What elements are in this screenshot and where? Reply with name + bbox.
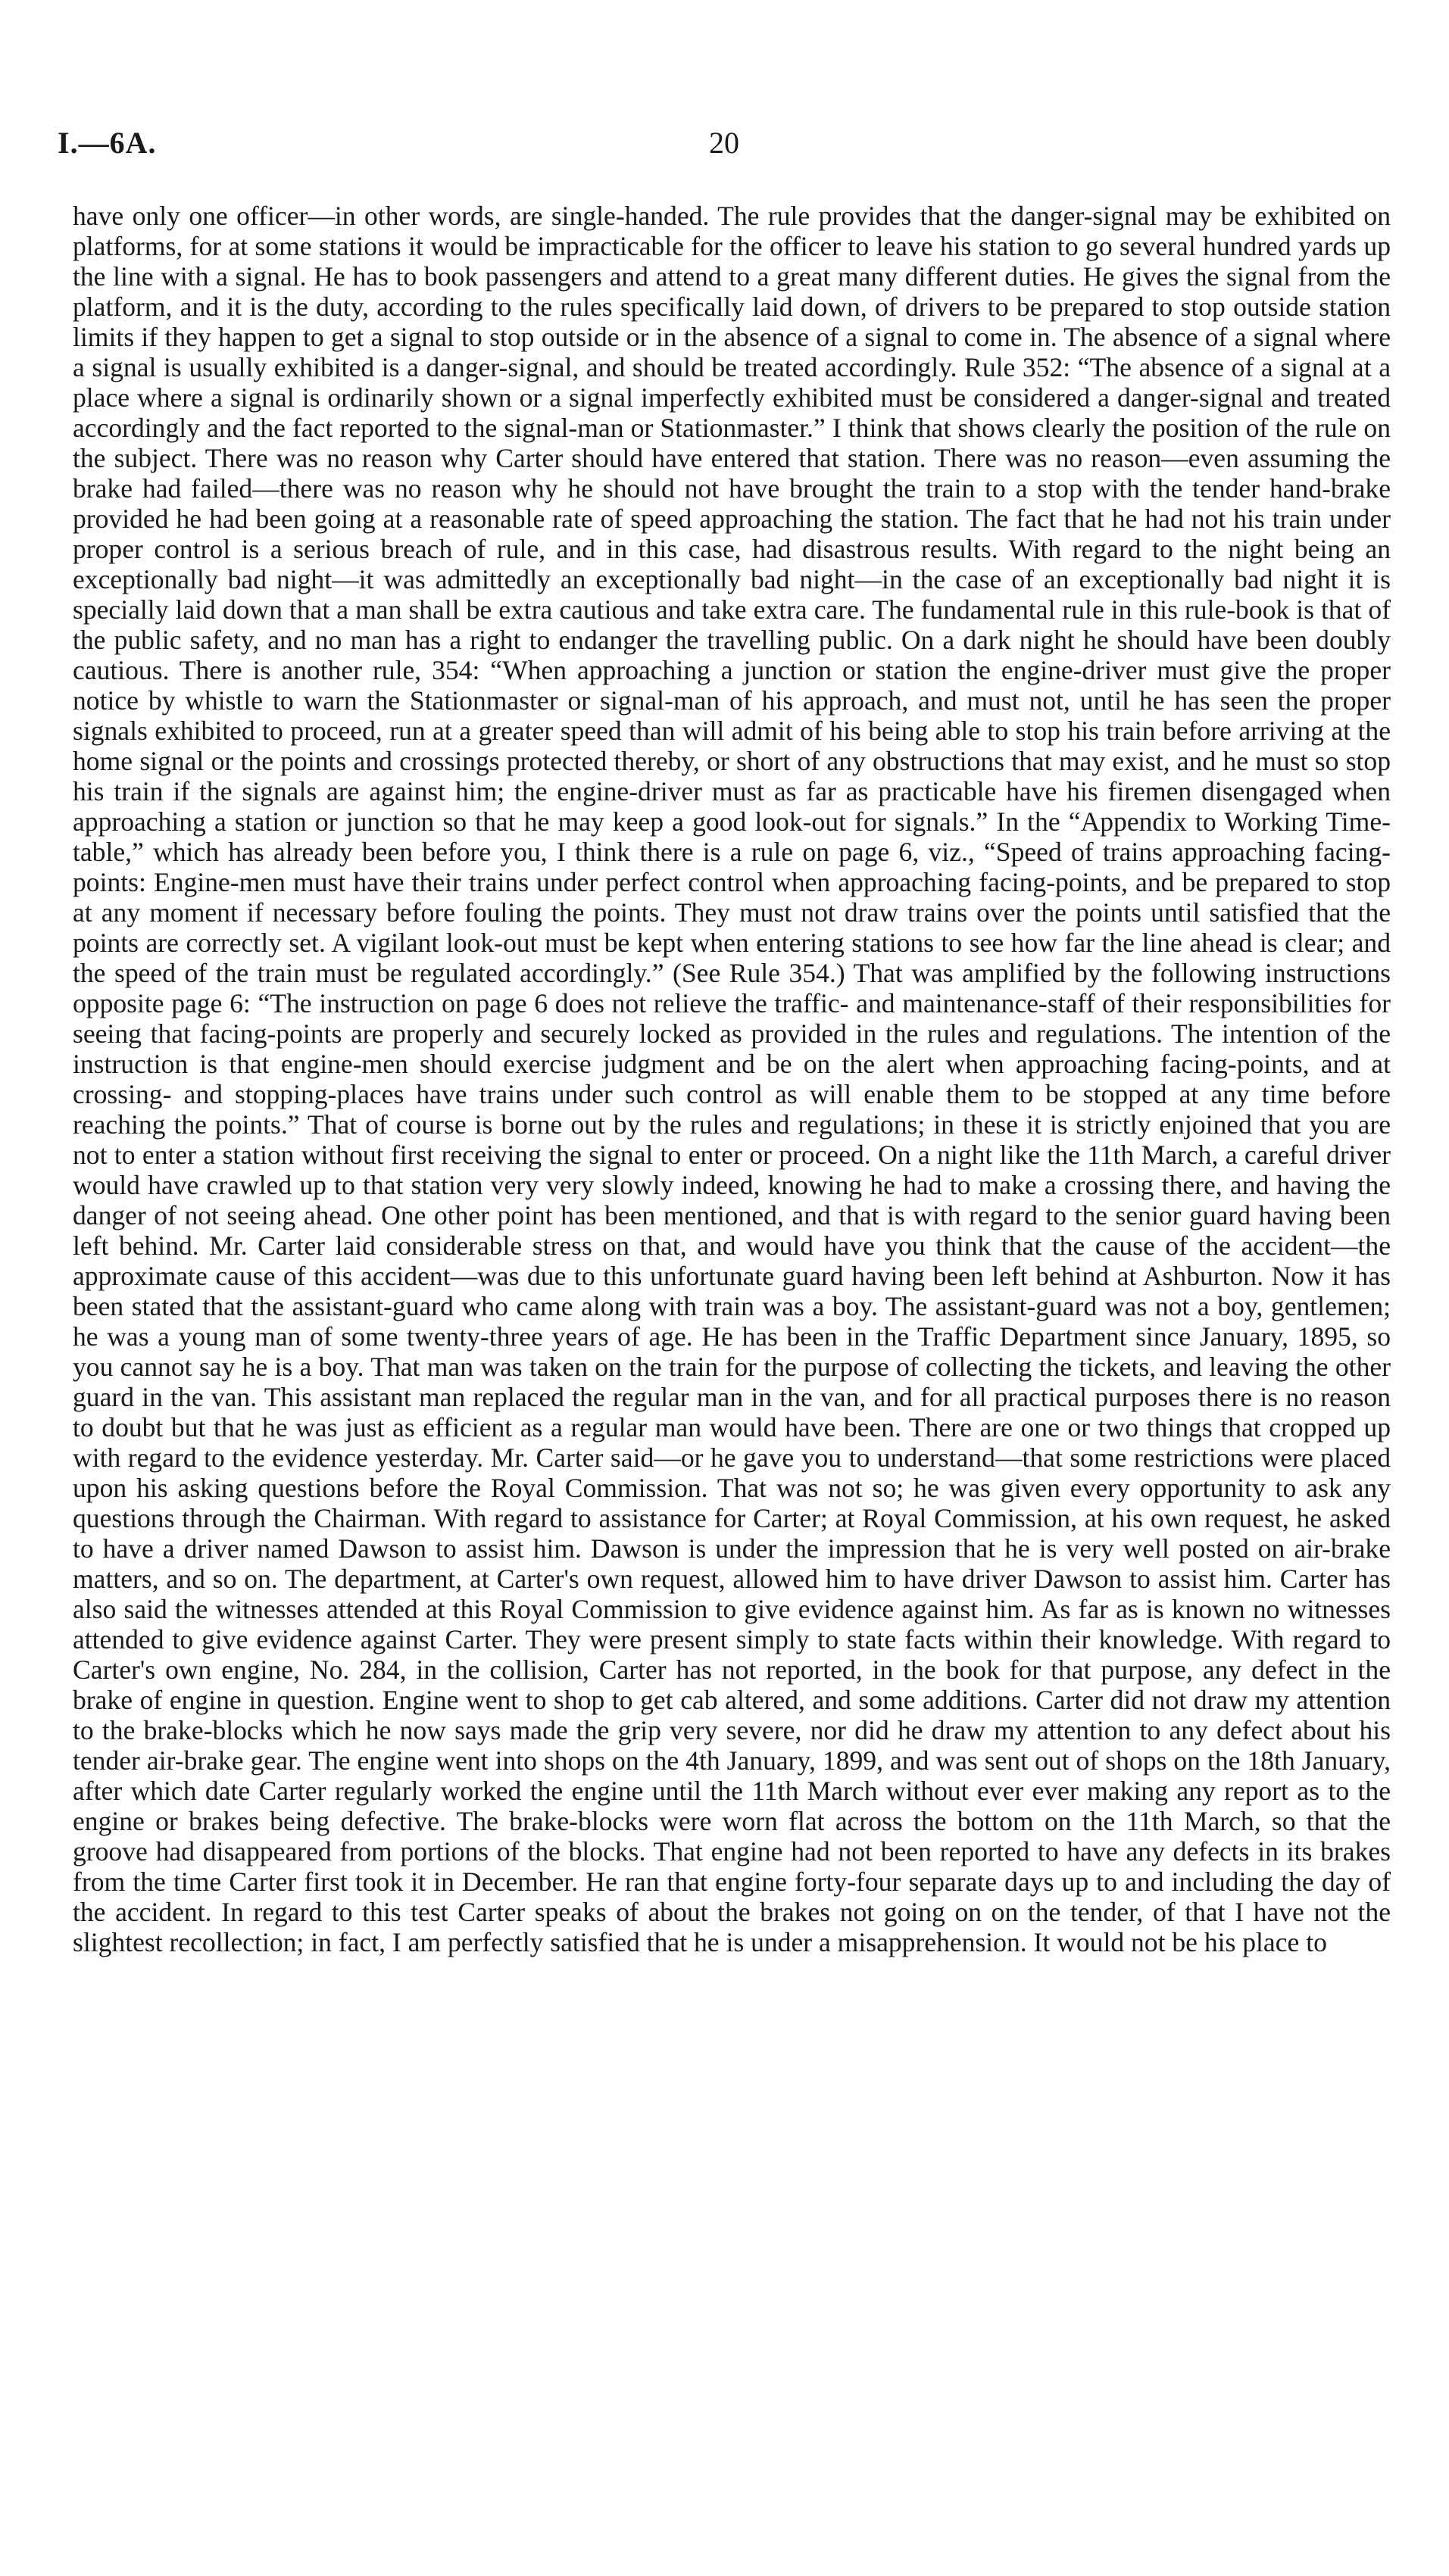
page-header <box>58 125 1391 170</box>
body-paragraph: have only one officer—in other words, are single-handed. The rule provides that the danger-signal may be exhibited on platforms, for at some stations it would be impracticable for the officer to leave his station to go several hundred yards up the line with a signal. He has to book passengers and attend to a great many different duties. He gives the signal from the platform, and it is the duty, according to the rules specifically laid down, of drivers to be prepared to stop outside station limits if they happen to get a signal to stop outside or in the absence of a signal to come in. The absence of a signal where a signal is usually exhibited is a danger-signal, and should be treated accordingly. Rule 352: “The absence of a signal at a place where a signal is ordinarily shown or a signal imperfectly exhibited must be considered a danger-signal and treated accordingly and the fact reported to the signal-man or Stationmaster.” I think that shows clearly the position of the rule on the subject. There was no reason why Carter should have entered that station. There was no reason—even assuming the brake had failed—there was no reason why he should not have brought the train to a stop with the tender hand-brake provided he had been going at a reasonable rate of speed approaching the station. The fact that he had not his train under proper control is a serious breach of rule, and in this case, had disastrous results. With regard to the night being an exceptionally bad night—it was admittedly an exceptionally bad night—in the case of an exceptionally bad night it is specially laid down that a man shall be extra cautious and take extra care. The fundamental rule in this rule-book is that of the public safety, and no man has a right to endanger the travelling public. On a dark night he should have been doubly cautious. There is another rule, 354: “When approaching a junction or station the engine-driver must give the proper notice by whistle to warn the Stationmaster or signal-man of his approach, and must not, until he has seen the proper signals exhibited to proceed, run at a greater speed than will admit of his being able to stop his train before arriving at the home signal or the points and crossings protected thereby, or short of any obstructions that may exist, and he must so stop his train if the signals are against him; the engine-driver must as far as practicable have his firemen disengaged when approaching a station or junction so that he may keep a good look-out for signals.” In the “Appendix to Working Time-table,” which has already been before you, I think there is a rule on page 6, viz., “Speed of trains approaching facing-points: Engine-men must have their trains under perfect control when approaching facing-points, and be prepared to stop at any moment if necessary before fouling the points. They must not draw trains over the points until satisfied that the points are correctly set. A vigilant look-out must be kept when entering stations to see how far the line ahead is clear; and the speed of the train must be regulated accordingly.” (See Rule 354.) That was amplified by the following instructions opposite page 6: “The instruction on page 6 does not relieve the traffic- and maintenance-staff of their responsibilities for seeing that facing-points are properly and securely locked as provided in the rules and regulations. The intention of the instruction is that engine-men should exercise judgment and be on the alert when approaching facing-points, and at crossing- and stopping-places have trains under such control as will enable them to be stopped at any time before reaching the points.” That of course is borne out by the rules and regulations; in these it is strictly enjoined that you are not to enter a station without first receiving the signal to enter or proceed. On a night like the 11th March, a careful driver would have crawled up to that station very very slowly indeed, knowing he had to make a crossing there, and having the danger of not seeing ahead. One other point has been mentioned, and that is with regard to the senior guard having been left behind. Mr. Carter laid considerable stress on that, and would have you think that the cause of the accident—the approximate cause of this accident—was due to this unfortunate guard having been left behind at Ashburton. Now it has been stated that the assistant-guard who came along with train was a boy. The assistant-guard was not a boy, gentlemen; he was a young man of some twenty-three years of age. He has been in the Traffic Department since January, 1895, so you cannot say he is a boy. That man was taken on the train for the purpose of collecting the tickets, and leaving the other guard in the van. This assistant man replaced the regular man in the van, and for all practical purposes there is no reason to doubt but that he was just as efficient as a regular man would have been. There are one or two things that cropped up with regard to the evidence yesterday. Mr. Carter said—or he gave you to understand—that some restrictions were placed upon his asking questions before the Royal Commission. That was not so; he was given every opportunity to ask any questions through the Chairman. With regard to assistance for Carter; at Royal Commission, at his own request, he asked to have a driver named Dawson to assist him. Dawson is under the impression that he is very well posted on air-brake matters, and so on. The department, at Carter's own request, allowed him to have driver Dawson to assist him. Carter has also said the witnesses attended at this Royal Commission to give evidence against him. As far as is known no witnesses attended to give evidence against Carter. They were present simply to state facts within their knowledge. With regard to Carter's own engine, No. 284, in the collision, Carter has not reported, in the book for that purpose, any defect in the brake of engine in question. Engine went to shop to get cab altered, and some additions. Carter did not draw my attention to the brake-blocks which he now says made the grip very severe, nor did he draw my attention to any defect about his tender air-brake gear. The engine went into shops on the 4th January, 1899, and was sent out of shops on the 18th January, after which date Carter regularly worked the engine until the 11th March without ever ever making any report as to the engine or brakes being defective. The brake-blocks were worn flat across the bottom on the 11th March, so that the groove had disappeared from portions of the blocks. That engine had not been reported to have any defects in its brakes from the time Carter first took it in December. He ran that engine forty-four separate days up to and including the day of the accident. In regard to this test Carter speaks of about the brakes not going on on the tender, of that I have not the slightest recollection; in fact, I am perfectly satisfied that he is under a misapprehension. It would not be his place to <box>73 201 1391 1957</box>
document-reference: I.—6A. <box>58 126 157 160</box>
page-number: 20 <box>709 126 739 160</box>
